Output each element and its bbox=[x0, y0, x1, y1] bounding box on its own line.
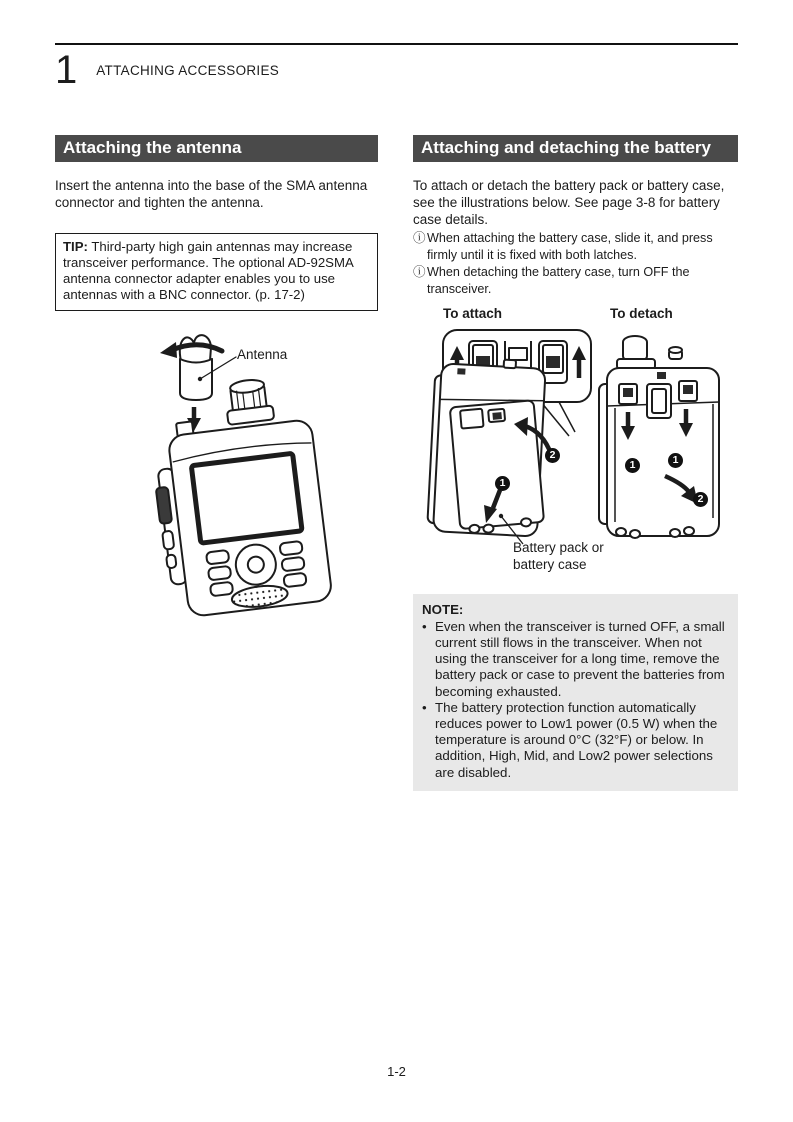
battery-intro: To attach or detach the battery pack or battery case, see the illustrations below. See page 3-8 for battery case details. bbox=[413, 177, 725, 227]
note-item bbox=[422, 619, 729, 700]
tip-label: TIP: bbox=[63, 238, 88, 254]
section-header-antenna: Attaching the antenna bbox=[55, 135, 378, 162]
note-item-text: Even when the transceiver is turned OFF, a small current still flows in the transceiver. When not using the transceiver for a long time, remove the battery pack or case to prevent the batteries from becoming exhausted. bbox=[435, 618, 725, 699]
battery-caption: Battery pack or battery case bbox=[513, 539, 604, 572]
left-column bbox=[55, 135, 378, 627]
antenna-intro: Insert the antenna into the base of the SMA antenna connector and tighten the antenna. bbox=[55, 177, 368, 210]
note-item-text: The battery protection function automatically reduces power to Low1 power (0.5 W) when the temperature is around 0°C (32°F) or below. In addition, High, Mid, and Low2 power selections are disabled. bbox=[435, 699, 718, 780]
section-header-battery: Attaching and detaching the battery bbox=[413, 135, 738, 162]
chapter-title: ATTACHING ACCESSORIES bbox=[96, 63, 280, 78]
chapter-number: 1 bbox=[55, 48, 78, 92]
antenna-illustration bbox=[150, 327, 350, 622]
note-item bbox=[422, 700, 729, 781]
info-note-text: When detaching the battery case, turn OFF the transceiver. bbox=[427, 264, 690, 296]
to-attach-label: To attach bbox=[443, 305, 503, 321]
step-badge-attach-2: 2 bbox=[545, 448, 560, 463]
step-badge-detach-1b: 1 bbox=[668, 453, 683, 468]
right-column bbox=[413, 135, 738, 791]
chapter-header bbox=[55, 50, 279, 90]
battery-figure bbox=[413, 306, 738, 578]
bullet: • bbox=[422, 699, 427, 715]
tip-box bbox=[55, 233, 378, 311]
rotate-arrowhead bbox=[160, 342, 177, 358]
note-box bbox=[413, 594, 738, 791]
transceiver-front-drawing bbox=[150, 373, 333, 619]
info-note-text: When attaching the battery case, slide it, and press firmly until it is fixed with both latches. bbox=[427, 230, 713, 262]
note-title: NOTE: bbox=[422, 601, 464, 617]
info-note bbox=[413, 230, 738, 264]
bullet: • bbox=[422, 618, 427, 634]
antenna-figure bbox=[55, 327, 378, 627]
step-badge-detach-2: 2 bbox=[693, 492, 708, 507]
info-icon: ⓘ bbox=[413, 230, 426, 245]
transceiver-detach-drawing bbox=[599, 336, 719, 538]
antenna-callout-label: Antenna bbox=[237, 346, 288, 362]
page-number: 1-2 bbox=[387, 1064, 406, 1079]
antenna-drawing bbox=[172, 335, 236, 400]
tip-text: Third-party high gain antennas may increase transceiver performance. The optional AD-92SMA antenna connector adapter enables you to use antennas with a BNC connector. (p. 17-2) bbox=[63, 238, 354, 303]
info-note bbox=[413, 264, 738, 298]
battery-info-notes bbox=[413, 230, 738, 298]
info-icon: ⓘ bbox=[413, 264, 426, 279]
top-rule-divider bbox=[55, 43, 738, 45]
step-badge-detach-1a: 1 bbox=[625, 458, 640, 473]
to-detach-label: To detach bbox=[610, 305, 673, 321]
step-badge-attach-1: 1 bbox=[495, 476, 510, 491]
